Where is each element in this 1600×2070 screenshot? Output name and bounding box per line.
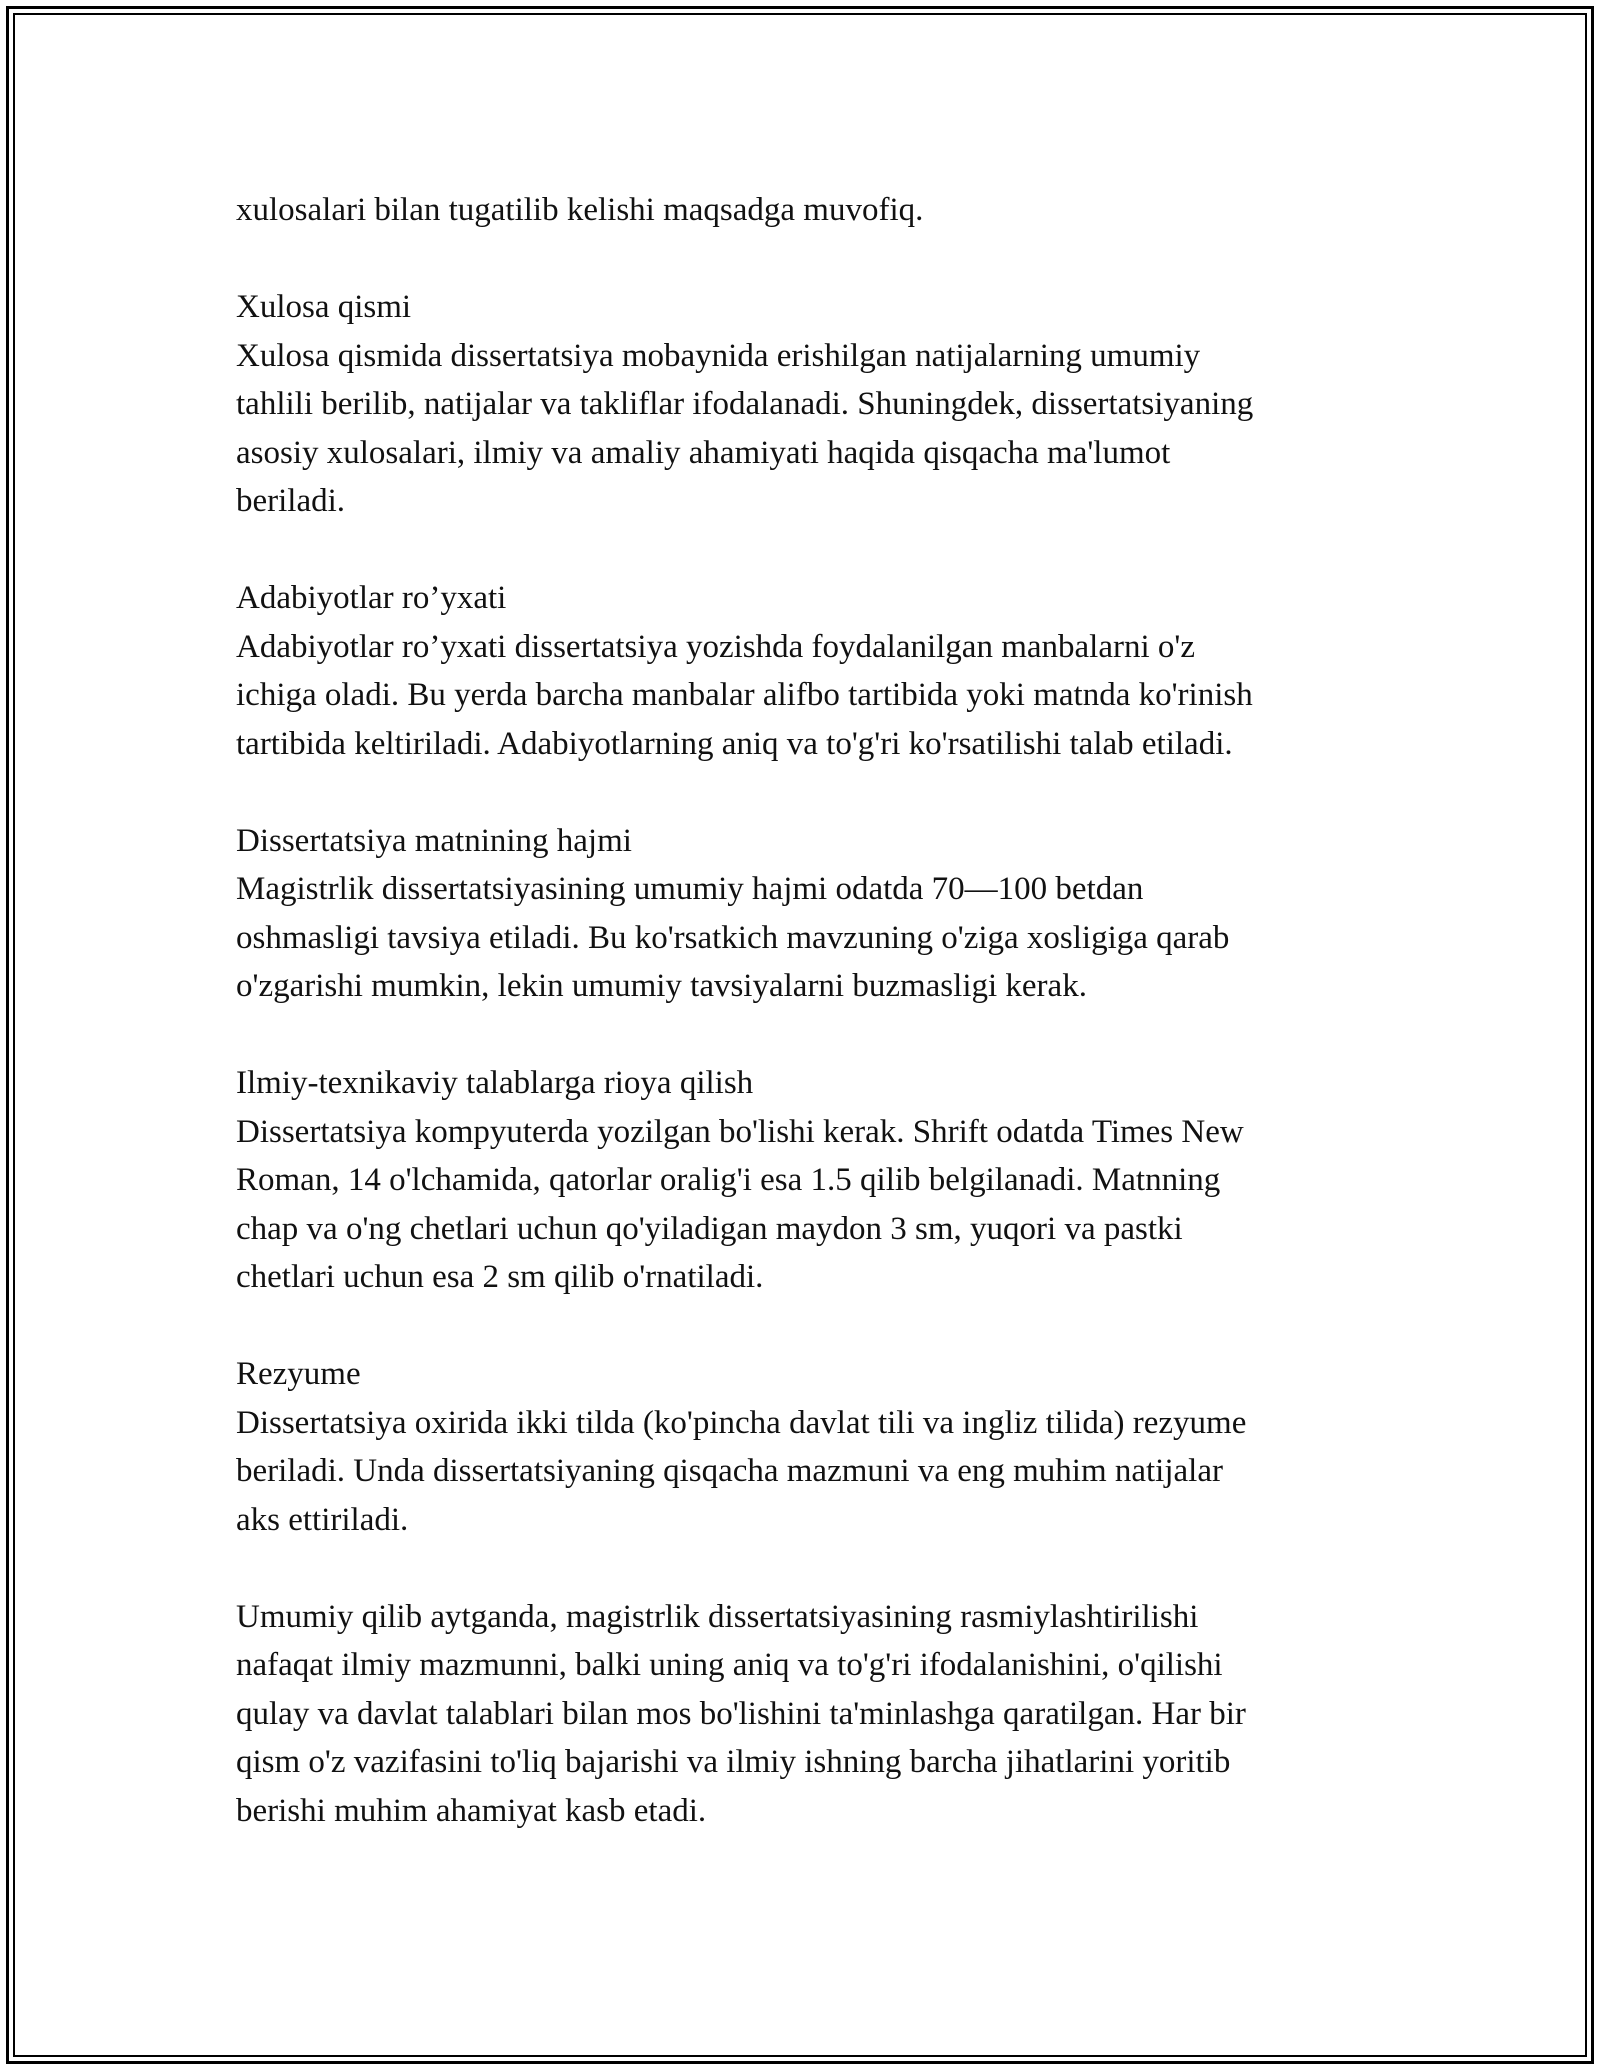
paragraph-line: beriladi. Unda dissertatsiyaning qisqacha mazmuni va eng muhim natijalar — [236, 1453, 1223, 1489]
section-adabiyotlar-royxati — [236, 574, 1386, 768]
section-heading: Ilmiy-texnikaviy talablarga rioya qilish — [236, 1065, 754, 1101]
paragraph-line: chetlari uchun esa 2 sm qilib o'rnatiladi. — [236, 1259, 764, 1295]
section-matn-hajmi — [236, 817, 1386, 1011]
paragraph-line: beriladi. — [236, 483, 346, 519]
section-heading: Adabiyotlar ro’yxati — [236, 580, 507, 616]
paragraph-line: tahlili berilib, natijalar va takliflar ifodalanadi. Shuningdek, dissertatsiyaning — [236, 386, 1254, 422]
section-texnikaviy-talablar — [236, 1059, 1386, 1302]
section-xulosa-qismi — [236, 283, 1386, 526]
intro-line: xulosalari bilan tugatilib kelishi maqsadga muvofiq. — [236, 192, 924, 228]
paragraph-line: ichiga oladi. Bu yerda barcha manbalar alifbo tartibida yoki matnda ko'rinish — [236, 677, 1253, 713]
paragraph-line: qulay va davlat talablari bilan mos bo'lishini ta'minlashga qaratilgan. Har bir — [236, 1695, 1246, 1732]
paragraph-line: qism o'z vazifasini to'liq bajarishi va ilmiy ishning barcha jihatlarini yoritib — [236, 1744, 1231, 1780]
paragraph-line: asosiy xulosalari, ilmiy va amaliy ahamiyati haqida qisqacha ma'lumot — [236, 434, 1171, 471]
paragraph-line: Dissertatsiya oxirida ikki tilda (ko'pincha davlat tili va ingliz tilida) rezyume — [236, 1404, 1247, 1441]
paragraph-line: Roman, 14 o'lchamida, qatorlar oralig'i esa 1.5 qilib belgilanadi. Matnning — [236, 1162, 1221, 1198]
paragraph-line: Xulosa qismida dissertatsiya mobaynida erishilgan natijalarning umumiy — [236, 337, 1201, 374]
paragraph-line: Adabiyotlar ro’yxati dissertatsiya yozishda foydalanilgan manbalarni o'z — [236, 628, 1195, 665]
paragraph-line: tartibida keltiriladi. Adabiyotlarning aniq va to'g'ri ko'rsatilishi talab etiladi. — [236, 725, 1233, 762]
paragraph-line: oshmasligi tavsiya etiladi. Bu ko'rsatkich mavzuning o'ziga xosligiga qarab — [236, 919, 1230, 956]
intro-paragraph — [236, 186, 1386, 235]
conclusion-paragraph — [236, 1593, 1386, 1836]
paragraph-line: berishi muhim ahamiyat kasb etadi. — [236, 1792, 707, 1829]
paragraph-line: o'zgarishi mumkin, lekin umumiy tavsiyalarni buzmasligi kerak. — [236, 968, 1087, 1004]
document-body — [236, 186, 1386, 1884]
paragraph-line: Magistrlik dissertatsiyasining umumiy hajmi odatda 70—100 betdan — [236, 871, 1144, 907]
paragraph-line: aks ettiriladi. — [236, 1501, 409, 1538]
paragraph-line: Dissertatsiya kompyuterda yozilgan bo'lishi kerak. Shrift odatda Times New — [236, 1113, 1244, 1150]
paragraph-line: Umumiy qilib aytganda, magistrlik dissertatsiyasining rasmiylashtirilishi — [236, 1598, 1199, 1635]
section-heading: Dissertatsiya matnining hajmi — [236, 822, 632, 859]
section-heading: Xulosa qismi — [236, 289, 412, 325]
section-rezyume — [236, 1350, 1386, 1544]
paragraph-line: nafaqat ilmiy mazmunni, balki uning aniq va to'g'ri ifodalanishini, o'qilishi — [236, 1647, 1223, 1683]
paragraph-line: chap va o'ng chetlari uchun qo'yiladigan maydon 3 sm, yuqori va pastki — [236, 1210, 1183, 1247]
section-heading: Rezyume — [236, 1356, 361, 1392]
